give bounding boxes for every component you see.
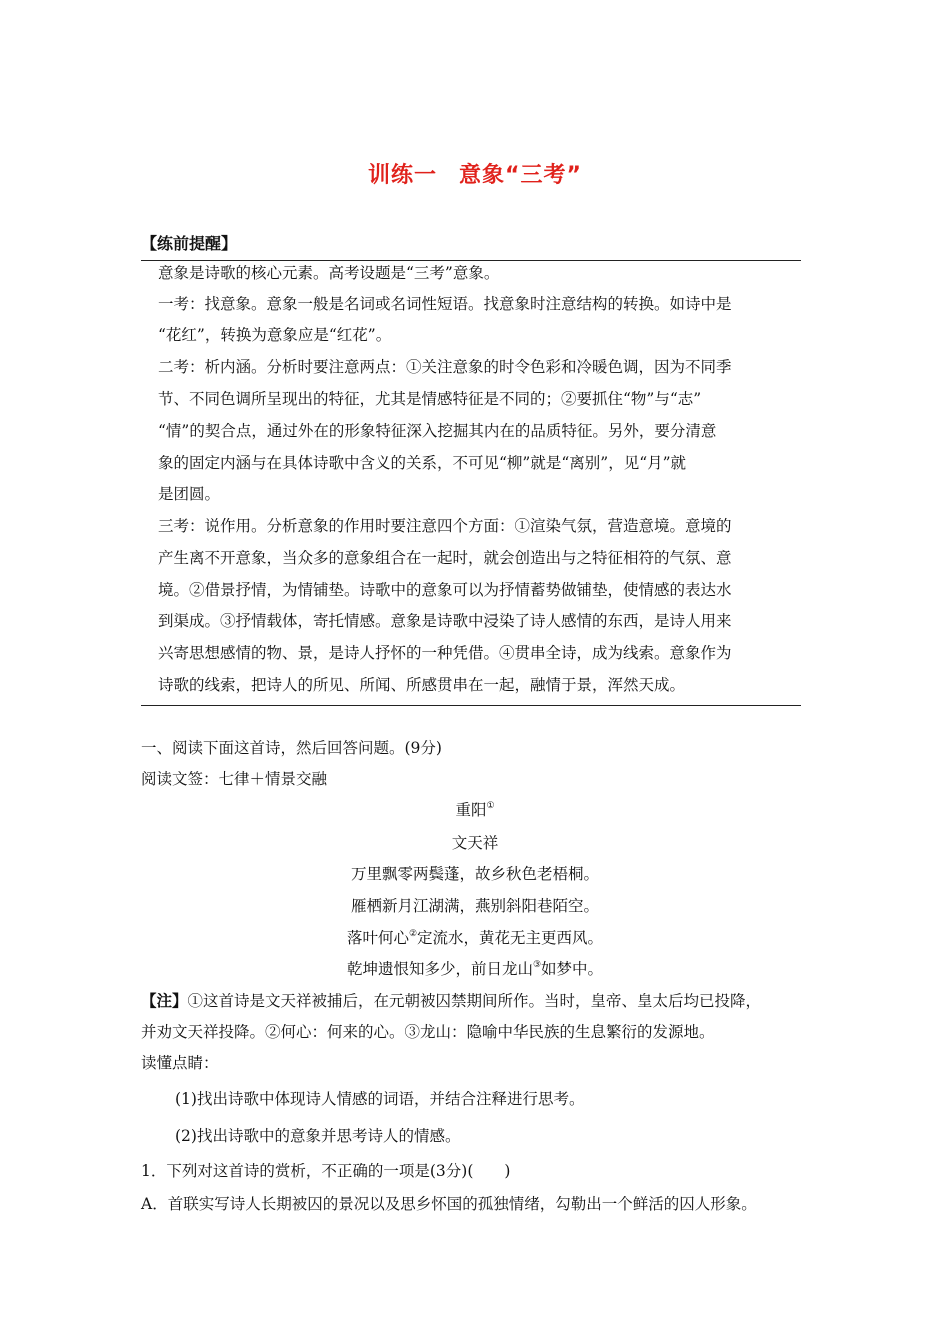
reminder-line: 境。②借景抒情，为情铺垫。诗歌中的意象可以为抒情蓄势做铺垫，使情感的表达水 [158,581,732,599]
reminder-line: 诗歌的线索，把诗人的所见、所闻、所感贯串在一起，融情于景，浑然天成。 [158,676,686,694]
poem-line-text: 乾坤遗恨知多少，前日龙山 [346,960,533,978]
reminder-line: “情”的契合点，通过外在的形象特征深入挖掘其内在的品质特征。另外，要分清意 [158,422,717,440]
poem-author: 文天祥 [451,834,499,852]
poem-line-text: 定流水，黄花无主更西风。 [417,929,604,947]
poem-line: 雁栖新月江湖满，燕别斜阳巷陌空。 [350,897,599,915]
poem-title-text: 重阳 [455,801,487,819]
reminder-label: 【练前提醒】 [141,234,238,253]
notes-line: 并劝文天祥投降。②何心：何来的心。③龙山：隐喻中华民族的生息繁衍的发源地。 [141,1023,715,1041]
notes-text: ①这首诗是文天祥被捕后，在元朝被囚禁期间所作。当时，皇帝、皇太后均已投降， [187,992,762,1010]
reminder-line: 到渠成。③抒情载体，寄托情感。意象是诗歌中浸染了诗人感情的东西，是诗人用来 [158,612,732,630]
reading-tip: (2)找出诗歌中的意象并思考诗人的情感。 [175,1127,461,1145]
notes-label: 【注】 [141,992,188,1010]
reminder-line: 三考：说作用。分析意象的作用时要注意四个方面：①渲染气氛，营造意境。意境的 [158,517,732,535]
poem-line-text: 如梦中。 [541,960,604,978]
reminder-line: 产生离不开意象，当众多的意象组合在一起时，就会创造出与之特征相符的气氛、意 [158,549,732,567]
reminder-line: 意象是诗歌的核心元素。高考设题是“三考”意象。 [158,264,500,282]
poem-title [0,800,950,820]
title-part1: 训练一 [368,163,438,188]
poem-line: 万里飘零两鬓蓬，故乡秋色老梧桐。 [350,865,599,883]
reading-tips-label: 读懂点睛： [141,1054,219,1072]
reminder-line: “花红”，转换为意象应是“红花”。 [158,326,392,344]
reminder-top-rule [141,260,801,261]
answer-option-a: A．首联实写诗人长期被囚的景况以及思乡怀国的孤独情绪，勾勒出一个鲜活的囚人形象。 [141,1195,757,1213]
footnote-marker: ③ [532,960,542,970]
reading-tip: (1)找出诗歌中体现诗人情感的词语，并结合注释进行思考。 [175,1090,585,1108]
title-part2: 意象“三考” [459,163,582,188]
poem-line [0,959,950,979]
reminder-line: 二考：析内涵。分析时要注意两点：①关注意象的时令色彩和冷暖色调，因为不同季 [158,358,732,376]
reading-tag: 阅读文签：七律＋情景交融 [141,770,328,788]
reminder-line: 象的固定内涵与在具体诗歌中含义的关系，不可见“柳”就是“离别”，见“月”就 [158,454,687,472]
poem-line-text: 落叶何心 [346,929,409,947]
footnote-marker: ① [486,801,495,811]
notes-line [141,991,761,1011]
reminder-line: 兴寄思想感情的物、景，是诗人抒怀的一种凭借。④贯串全诗，成为线索。意象作为 [158,644,732,662]
page-title [0,158,950,189]
reminder-line: 是团圆。 [158,485,221,503]
reminder-bottom-rule [141,705,801,706]
footnote-marker: ② [408,929,418,939]
poem-line [0,928,950,948]
reminder-line: 一考：找意象。意象一般是名词或名词性短语。找意象时注意结构的转换。如诗中是 [158,295,732,313]
question-stem: 1．下列对这首诗的赏析，不正确的一项是(3分)( ) [141,1162,511,1180]
reminder-line: 节、不同色调所呈现出的特征，尤其是情感特征是不同的；②要抓住“物”与“志” [158,390,702,408]
section-heading: 一、阅读下面这首诗，然后回答问题。(9分) [141,739,442,757]
